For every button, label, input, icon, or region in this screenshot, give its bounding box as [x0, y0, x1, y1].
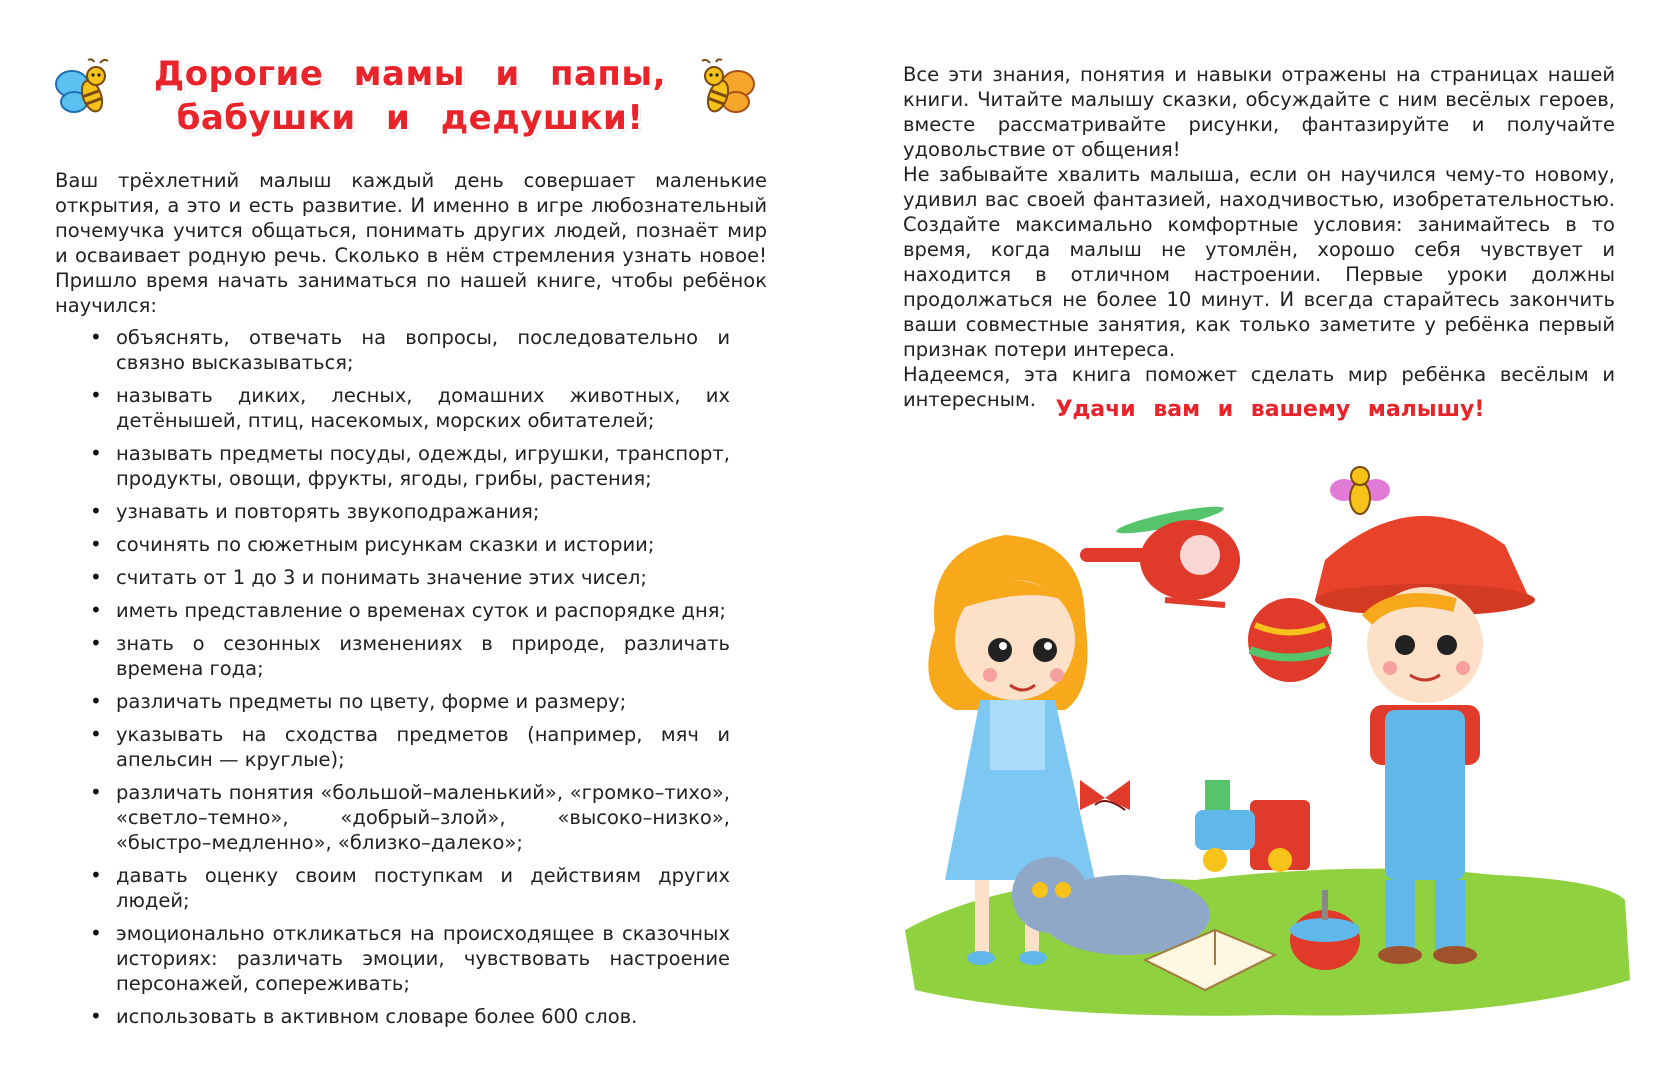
paragraph-1: Все эти знания, понятия и навыки отражены на страницах нашей книги. Читайте малышу сказки, обсуждайте с ним весёлых героев, вместе рассматривайте рисунки, фантазируйте и получайте удовольствие от общения! — [903, 63, 1615, 161]
ball-icon — [1248, 598, 1332, 682]
list-item: • называть предметы посуды, одежды, игрушки, транспорт, продукты, овощи, фрукты, ягоды, грибы, растения; — [90, 441, 730, 491]
list-item: • иметь представление о временах суток и распорядке дня; — [90, 598, 730, 623]
paragraph-2: Не забывайте хвалить малыша, если он научился чему-то новому, удивил вас своей фантазией, находчивостью, изобретательностью. Создайте максимально комфортные условия: занимайтесь в то время, когда малыш не утомлён, хорошо себя чувствует и находится в отличном настроении. Первые уроки должны продолжаться не более 10 минут. И всегда старайтесь закончить ваши совместные занятия, как только заметите у ребёнка первый признак потери интереса. — [903, 163, 1615, 361]
list-item: • объяснять, отвечать на вопросы, последовательно и связно высказываться; — [90, 325, 730, 375]
left-page — [0, 0, 834, 1080]
helicopter-toy — [1080, 502, 1240, 605]
title-line-1: Дорогие мамы и папы, — [153, 54, 667, 94]
page-title — [130, 52, 690, 140]
wish-heading: Удачи вам и вашему малышу! — [1055, 397, 1485, 422]
list-item: • называть диких, лесных, домашних животных, их детёнышей, птиц, насекомых, морских обитателей; — [90, 383, 730, 433]
list-item: • считать от 1 до 3 и понимать значение этих чисел; — [90, 565, 730, 590]
paragraph-3: Надеемся, эта книга поможет сделать мир ребёнка весёлым и интересным. — [903, 363, 1615, 411]
list-item: • использовать в активном словаре более 600 слов. — [90, 1004, 730, 1029]
list-item: • узнавать и повторять звукоподражания; — [90, 499, 730, 524]
list-item: • знать о сезонных изменениях в природе, различать времена года; — [90, 631, 730, 681]
intro-paragraph — [55, 168, 767, 318]
bee-icon — [54, 58, 120, 120]
right-page-text — [903, 62, 1615, 412]
train-toy — [1195, 780, 1310, 872]
intro-text: Ваш трёхлетний малыш каждый день совершает маленькие открытия, а это и есть развитие. И именно в игре любознательный почемучка учится общаться, понимать других людей, познаёт мир и осваивает родную речь. Сколько в нём стремления узнать новое! Пришло время начать заниматься по нашей книге, чтобы ребёнок научился: — [55, 169, 767, 317]
list-item: • различать предметы по цвету, форме и размеру; — [90, 689, 730, 714]
list-item: • эмоционально откликаться на происходящее в сказочных историях: различать эмоции, чувствовать настроение персонажей, сопереживать; — [90, 921, 730, 996]
list-item: • сочинять по сюжетным рисункам сказки и истории; — [90, 532, 730, 557]
bee-icon — [690, 58, 756, 120]
bee-icon — [1330, 467, 1390, 514]
list-item: • указывать на сходства предметов (например, мяч и апельсин — круглые); — [90, 722, 730, 772]
list-item: • давать оценку своим поступкам и действиям других людей; — [90, 863, 730, 913]
kids-illustration — [895, 460, 1635, 1040]
list-item: • различать понятия «большой–маленький», «громко–тихо», «светло–темно», «добрый–злой», «высоко–низко», «быстро–медленно», «близко–далеко»; — [90, 780, 730, 855]
skills-list — [90, 325, 730, 1037]
title-line-2: бабушки и дедушки! — [176, 98, 644, 138]
